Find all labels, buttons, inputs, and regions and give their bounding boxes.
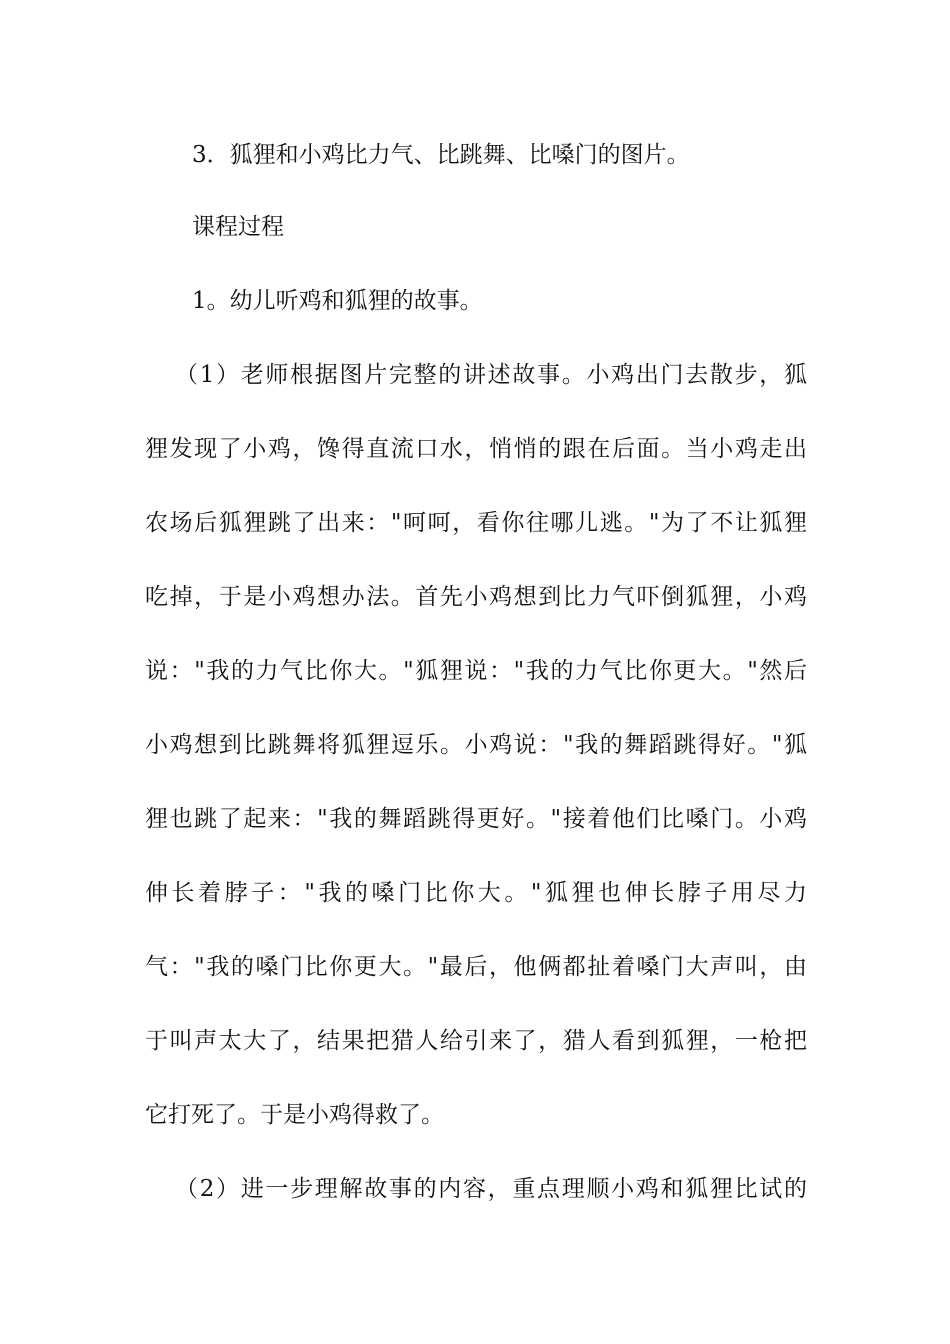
materials-item-3: 3．狐狸和小鸡比力气、比跳舞、比嗓门的图片。 bbox=[192, 142, 690, 168]
story-paragraph-line-11: 它打死了。于是小鸡得救了。 bbox=[145, 1102, 444, 1128]
story-paragraph-line-7: 狸也跳了起来："我的舞蹈跳得更好。"接着他们比嗓门。小鸡 bbox=[145, 806, 807, 832]
story-paragraph-line-5: 说："我的力气比你大。"狐狸说："我的力气比你更大。"然后 bbox=[145, 658, 807, 684]
story-paragraph-line-6: 小鸡想到比跳舞将狐狸逗乐。小鸡说："我的舞蹈跳得好。"狐 bbox=[145, 732, 807, 758]
story-paragraph-line-8: 伸长着脖子："我的嗓门比你大。"狐狸也伸长脖子用尽力 bbox=[145, 880, 807, 906]
section-heading-course-process: 课程过程 bbox=[192, 214, 284, 240]
step-1-subitem-2: （2）进一步理解故事的内容，重点理顺小鸡和狐狸比试的 bbox=[175, 1176, 807, 1202]
step-1-heading: 1。幼儿听鸡和狐狸的故事。 bbox=[192, 288, 483, 314]
story-paragraph-line-10: 于叫声太大了，结果把猎人给引来了，猎人看到狐狸，一枪把 bbox=[145, 1028, 807, 1054]
story-paragraph-line-3: 农场后狐狸跳了出来："呵呵，看你往哪儿逃。"为了不让狐狸 bbox=[145, 510, 807, 536]
story-paragraph-line-9: 气："我的嗓门比你更大。"最后，他俩都扯着嗓门大声叫，由 bbox=[145, 954, 807, 980]
story-paragraph-line-2: 狸发现了小鸡，馋得直流口水，悄悄的跟在后面。当小鸡走出 bbox=[145, 436, 807, 462]
story-paragraph-line-4: 吃掉，于是小鸡想办法。首先小鸡想到比力气吓倒狐狸，小鸡 bbox=[145, 584, 807, 610]
story-paragraph-line-1: （1）老师根据图片完整的讲述故事。小鸡出门去散步，狐 bbox=[175, 362, 807, 388]
